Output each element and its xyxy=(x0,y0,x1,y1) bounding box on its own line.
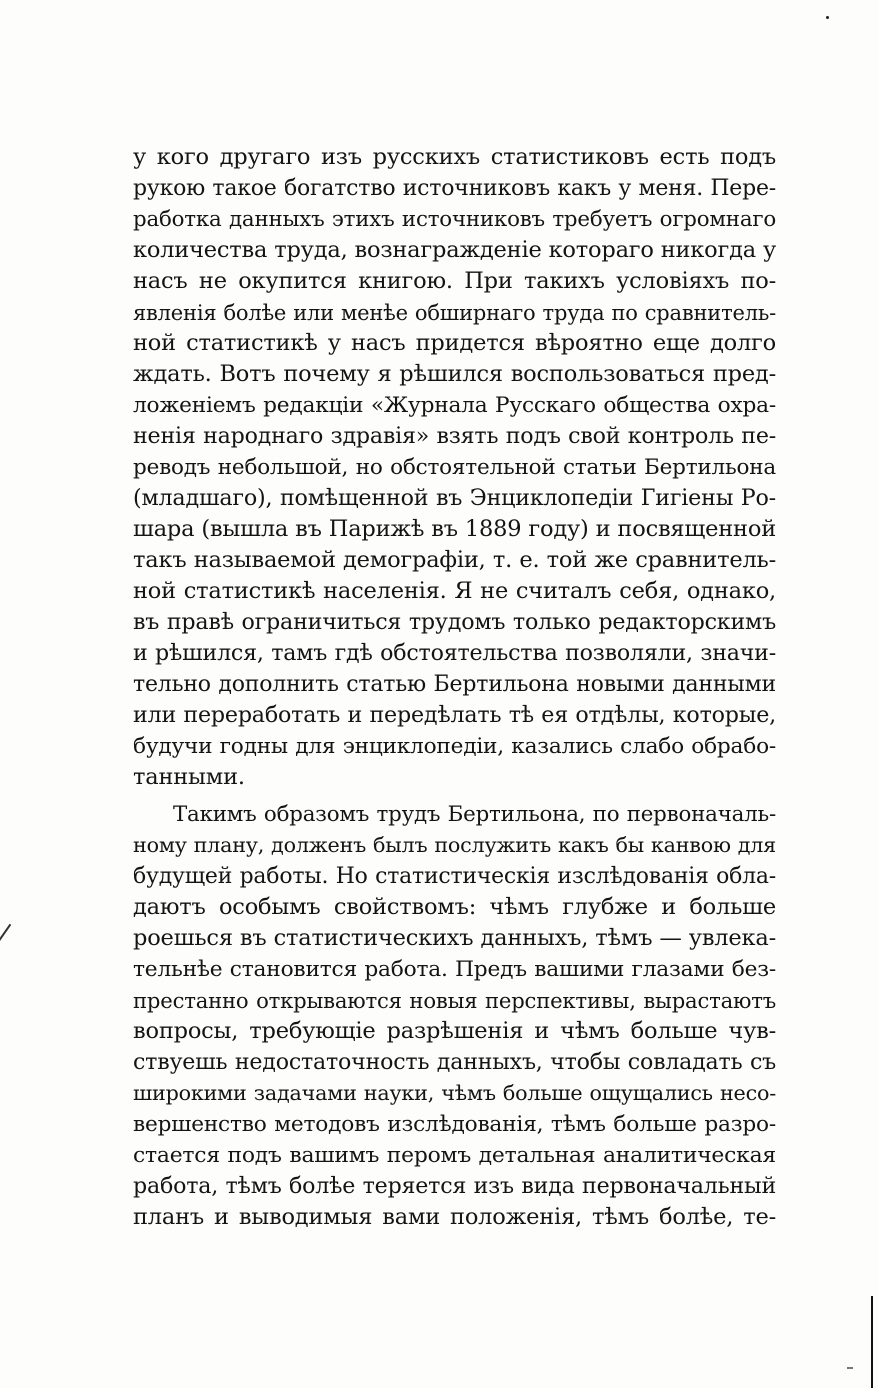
text-line: въ правѣ ограничиться трудомъ только редакторскимъ xyxy=(133,609,776,635)
bottom-edge-speck xyxy=(847,1367,853,1369)
text-line: стается подъ вашимъ перомъ детальная аналитическая xyxy=(133,1143,776,1168)
text-line: и рѣшился, тамъ гдѣ обстоятельства позволяли, значи- xyxy=(133,640,776,666)
text-line: вершенство методовъ изслѣдованія, тѣмъ больше разро- xyxy=(133,1112,776,1137)
text-line: ному плану, долженъ былъ послужить какъ бы канвою для xyxy=(133,833,776,857)
text-line: широкими задачами науки, чѣмъ больше ощущались несо- xyxy=(133,1081,776,1105)
text-line: у кого другаго изъ русскихъ статистиковъ есть подъ xyxy=(133,144,776,170)
text-line: шара (вышла въ Парижѣ въ 1889 году) и посвященной xyxy=(133,516,776,542)
text-line: ной статистикѣ у насъ придется вѣроятно еще долго xyxy=(133,330,776,356)
text-line: насъ не окупится книгою. При такихъ условіяхъ по- xyxy=(133,268,776,294)
text-line: (младшаго), помѣщенной въ Энциклопедіи Гигіены Ро- xyxy=(133,485,776,511)
top-edge-speck xyxy=(826,16,829,19)
text-line: ной статистикѣ населенія. Я не считалъ себя, однако, xyxy=(133,578,776,604)
text-line: такъ называемой демографіи, т. е. той же сравнитель- xyxy=(133,547,776,573)
paragraph-1 xyxy=(133,142,776,793)
text-line: тельно дополнить статью Бертильона новыми данными xyxy=(133,672,776,697)
text-line: ложеніемъ редакціи «Журнала Русскаго общества охра- xyxy=(133,393,776,418)
page-edge-rule xyxy=(871,1296,873,1388)
text-line: количества труда, вознагражденіе котораго никогда у xyxy=(133,237,776,263)
text-line: танными. xyxy=(133,764,245,790)
text-line: или переработать и передѣлать тѣ ея отдѣлы, которые, xyxy=(133,702,776,728)
body-text xyxy=(133,142,776,1233)
text-line: Такимъ образомъ трудъ Бертильона, по первоначаль- xyxy=(173,802,776,827)
text-line: ствуешь недостаточность данныхъ, чтобы совладать съ xyxy=(133,1049,776,1075)
text-line: будучи годны для энциклопедіи, казались слабо обрабо- xyxy=(133,734,776,759)
text-line: ждать. Вотъ почему я рѣшился воспользоваться пред- xyxy=(133,361,776,387)
text-line: явленія болѣе или менѣе обширнаго труда по сравнитель- xyxy=(133,300,776,325)
text-line: престанно открываются новыя перспективы, вырастаютъ xyxy=(133,988,776,1013)
text-line: роешься въ статистическихъ данныхъ, тѣмъ — увлека- xyxy=(133,925,776,951)
left-margin-mark xyxy=(0,924,11,946)
text-line: будущей работы. Но статистическія изслѣдованія обла- xyxy=(133,864,776,889)
text-line: тельнѣе становится работа. Предъ вашими глазами без- xyxy=(133,957,776,982)
text-line: работка данныхъ этихъ источниковъ требуетъ огромнаго xyxy=(133,207,776,232)
text-line: работа, тѣмъ болѣе теряется изъ вида первоначальный xyxy=(133,1173,776,1199)
text-line: вопросы, требующіе разрѣшенія и чѣмъ больше чув- xyxy=(133,1018,776,1044)
text-line: реводъ небольшой, но обстоятельной статьи Бертильона xyxy=(133,455,776,480)
text-line: даютъ особымъ свойствомъ: чѣмъ глубже и больше xyxy=(133,894,776,920)
text-line: планъ и выводимыя вами положенія, тѣмъ болѣе, те- xyxy=(133,1204,776,1230)
text-line: ненія народнаго здравія» взять подъ свой контроль пе- xyxy=(133,423,776,449)
paragraph-2 xyxy=(133,799,776,1233)
text-line: рукою такое богатство источниковъ какъ у меня. Пере- xyxy=(133,176,776,201)
